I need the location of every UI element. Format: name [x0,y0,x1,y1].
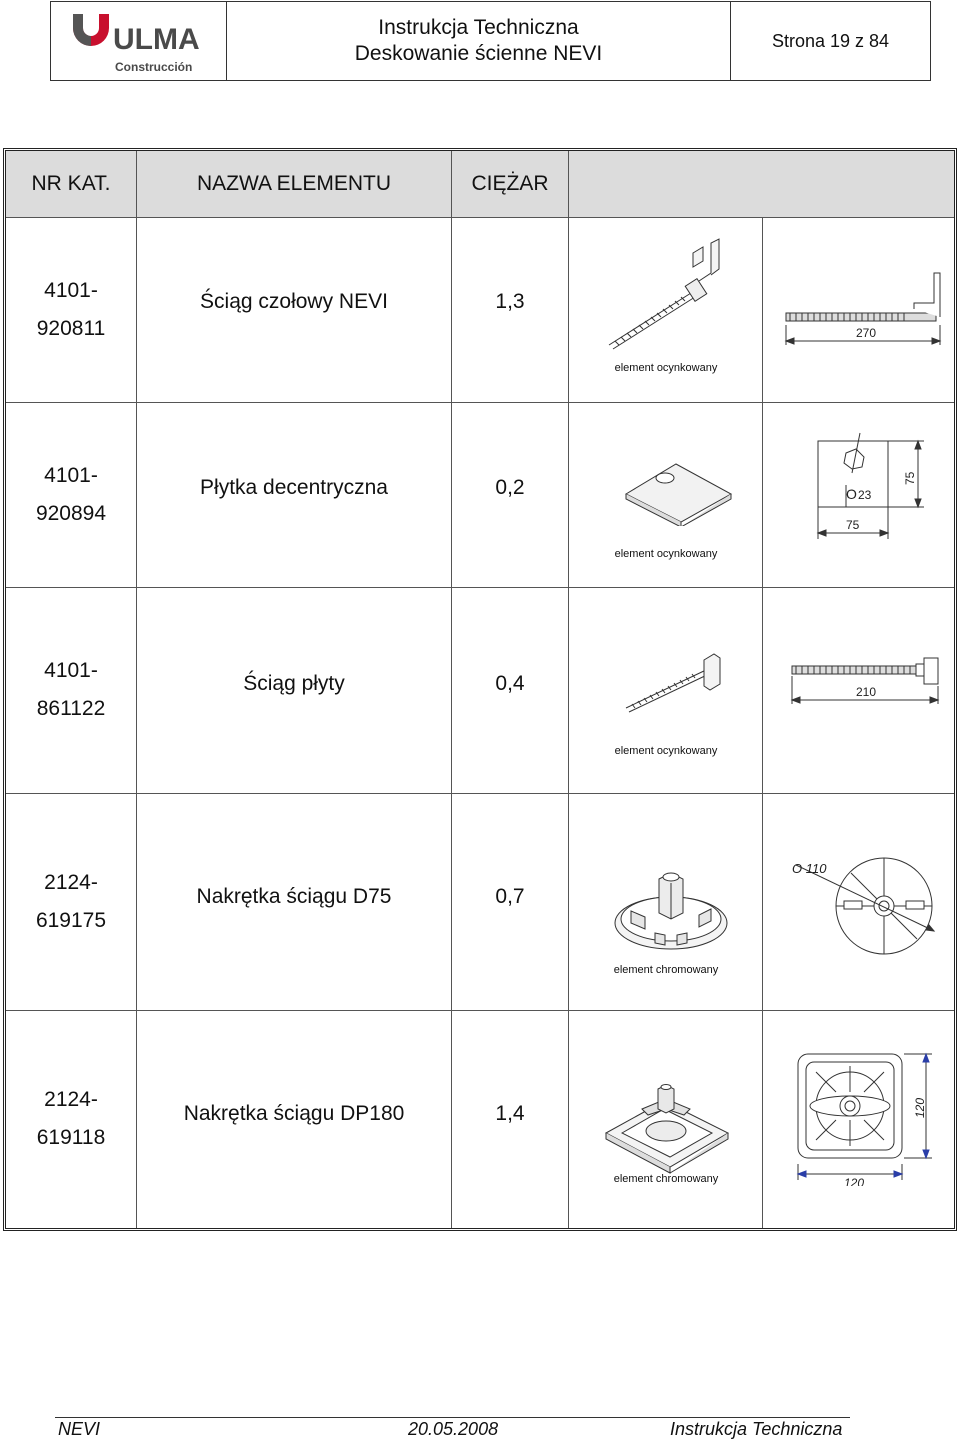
catalog-number-part1: 2124- [44,1088,98,1111]
width-dimension-label: 75 [846,518,860,532]
table-row-2-finish: element ocynkowany [614,548,718,560]
height-dimension-label: 75 [903,471,917,485]
footer-product: NEVI [58,1419,101,1439]
table-row-2-weight: 0,2 [495,476,525,499]
column-header-drawing [569,151,954,217]
company-logo [51,2,227,80]
table-row-4-finish: element chromowany [613,964,719,976]
title-line-1: Instrukcja Techniczna [378,16,579,39]
logo-subtext: Construcción [115,60,193,74]
column-header-weight: CIĘŻAR [452,151,568,217]
catalog-number-part2: 920894 [35,501,107,525]
table-row-1-name: Ściąg czołowy NEVI [200,290,388,313]
grid-line [762,217,763,1228]
table-row-1-finish: element ocynkowany [614,362,718,374]
catalog-number-part1: 4101- [44,463,98,487]
ulma-logo-icon [51,2,226,80]
catalog-number-part1: 2124- [44,870,98,894]
table-row-5-weight: 1,4 [495,1102,525,1125]
tie-rod-dimension-drawing [778,263,948,353]
table-row-3-name: Ściąg płyty [243,672,345,695]
decentric-plate-isometric-icon [621,456,736,526]
dimension-label: 210 [856,685,877,699]
parts-table [3,148,957,1231]
footer-document-type: Instrukcja Techniczna [670,1419,843,1439]
table-row-5-catalog [6,1010,136,1228]
table-row-3-weight: 0,4 [495,672,525,695]
tie-rod-isometric-icon [601,233,731,353]
decentric-plate-dimension-drawing [806,423,936,543]
d75-nut-isometric-icon [611,861,736,956]
catalog-number-part1: 4101- [44,659,98,682]
table-row-4-catalog [6,793,136,1010]
dp180-nut-dimension-drawing [786,1046,946,1186]
catalog-number-part1: 4101- [44,278,98,302]
table-row-2-catalog [6,402,136,587]
footer-date: 20.05.2008 [408,1419,499,1439]
page-number: Strona 19 z 84 [771,30,890,51]
table-row-4-weight: 0,7 [495,885,525,908]
page-footer [55,1417,850,1440]
logo-wordmark: ULMA [113,23,200,56]
table-row-3-finish: element ocynkowany [614,745,718,757]
width-dimension-label: 120 [844,1176,865,1186]
page-header [50,1,931,81]
dp180-nut-isometric-icon [600,1071,735,1176]
table-row-4-name: Nakrętka ściągu D75 [196,885,392,908]
height-dimension-label: 120 [913,1097,927,1118]
catalog-number-part2: 920811 [36,316,106,340]
catalog-number-part2: 861122 [36,697,106,720]
dimension-label: 270 [856,326,877,340]
diameter-dimension-label: O 110 [792,861,827,876]
column-header-name: NAZWA ELEMENTU [137,151,451,217]
table-row-3-catalog [6,587,136,793]
catalog-number-part2: 619118 [36,1126,106,1149]
table-row-2-name: Płytka decentryczna [200,476,388,499]
table-row-1-catalog [6,217,136,402]
plate-tie-dimension-drawing [784,656,949,716]
column-header-catalog: NR KAT. [6,151,136,217]
table-row-5-name: Nakrętka ściągu DP180 [183,1102,405,1125]
catalog-number-part2: 619175 [35,908,107,932]
document-title [227,2,731,80]
plate-tie-isometric-icon [618,646,728,716]
grid-line [568,151,569,1228]
d75-nut-dimension-drawing [784,851,954,961]
table-row-1-weight: 1,3 [495,290,525,313]
diameter-value: 23 [858,488,872,502]
diameter-symbol: O [846,486,857,502]
table-row-5-finish: element chromowany [613,1173,719,1185]
title-line-2: Deskowanie ścienne NEVI [354,42,603,65]
